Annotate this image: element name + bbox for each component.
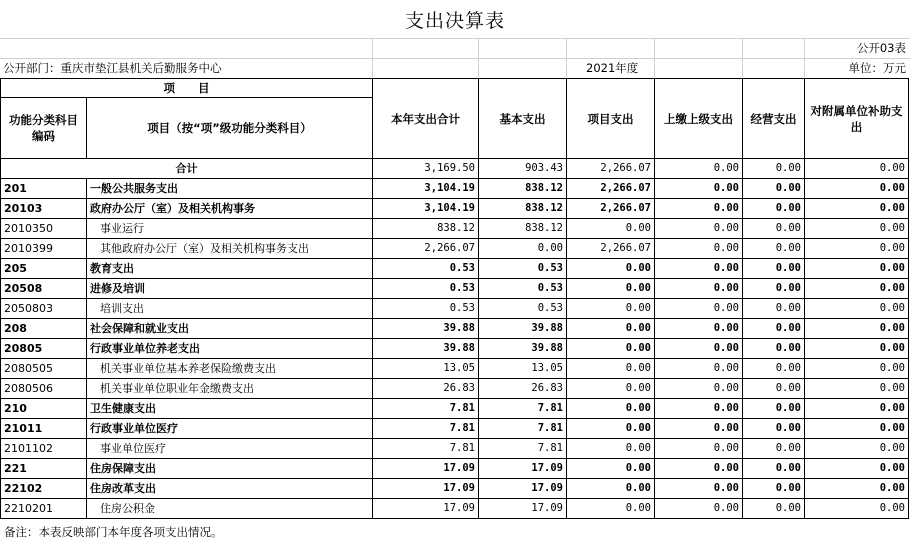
row-value: 0.00 <box>567 499 655 519</box>
row-value: 0.00 <box>655 219 743 239</box>
row-value: 7.81 <box>479 439 567 459</box>
row-value: 0.00 <box>567 279 655 299</box>
row-name: 机关事业单位基本养老保险缴费支出 <box>87 359 373 379</box>
total-value: 3,169.50 <box>373 159 479 179</box>
header-col-total: 本年支出合计 <box>373 79 479 159</box>
row-value: 39.88 <box>373 339 479 359</box>
row-name: 行政事业单位养老支出 <box>87 339 373 359</box>
row-name: 事业运行 <box>87 219 373 239</box>
row-name: 住房保障支出 <box>87 459 373 479</box>
row-value: 0.00 <box>743 319 805 339</box>
row-value: 0.00 <box>655 399 743 419</box>
total-label: 合计 <box>1 159 373 179</box>
row-value: 0.00 <box>805 319 909 339</box>
row-value: 0.53 <box>373 259 479 279</box>
row-value: 0.00 <box>805 299 909 319</box>
row-value: 3,104.19 <box>373 179 479 199</box>
table-row <box>1 279 909 299</box>
row-name: 住房改革支出 <box>87 479 373 499</box>
row-name: 培训支出 <box>87 299 373 319</box>
row-value: 0.00 <box>743 219 805 239</box>
row-value: 0.00 <box>567 219 655 239</box>
row-value: 0.00 <box>805 259 909 279</box>
row-value: 13.05 <box>479 359 567 379</box>
header-col-upper: 上缴上级支出 <box>655 79 743 159</box>
row-value: 26.83 <box>479 379 567 399</box>
row-value: 0.00 <box>655 379 743 399</box>
row-value: 0.53 <box>479 299 567 319</box>
row-value: 0.00 <box>743 359 805 379</box>
row-value: 838.12 <box>479 219 567 239</box>
row-value: 0.00 <box>567 339 655 359</box>
table-row <box>1 399 909 419</box>
report-title: 支出决算表 <box>404 10 505 32</box>
fiscal-year: 2021年度 <box>586 61 639 75</box>
table-row <box>1 419 909 439</box>
row-value: 0.00 <box>655 479 743 499</box>
row-value: 0.00 <box>805 199 909 219</box>
row-name: 住房公积金 <box>87 499 373 519</box>
table-row <box>1 179 909 199</box>
row-code: 20805 <box>1 339 87 359</box>
row-value: 0.00 <box>743 439 805 459</box>
header-col-subsidy: 对附属单位补助支出 <box>805 79 909 159</box>
row-value: 7.81 <box>373 439 479 459</box>
row-value: 0.00 <box>805 459 909 479</box>
row-value: 0.00 <box>743 199 805 219</box>
row-name: 事业单位医疗 <box>87 439 373 459</box>
row-value: 0.00 <box>655 199 743 219</box>
row-code: 2050803 <box>1 299 87 319</box>
table-row <box>1 359 909 379</box>
table-row <box>1 239 909 259</box>
row-value: 0.00 <box>567 439 655 459</box>
row-value: 0.00 <box>805 219 909 239</box>
row-value: 39.88 <box>479 339 567 359</box>
row-value: 0.00 <box>743 259 805 279</box>
table-row <box>1 379 909 399</box>
row-value: 0.00 <box>479 239 567 259</box>
row-value: 0.00 <box>743 239 805 259</box>
row-name: 进修及培训 <box>87 279 373 299</box>
row-name: 教育支出 <box>87 259 373 279</box>
row-value: 0.00 <box>655 279 743 299</box>
row-value: 7.81 <box>373 419 479 439</box>
row-value: 0.00 <box>805 439 909 459</box>
row-code: 205 <box>1 259 87 279</box>
row-value: 0.00 <box>805 359 909 379</box>
row-code: 22102 <box>1 479 87 499</box>
row-value: 0.00 <box>567 259 655 279</box>
row-code: 2010399 <box>1 239 87 259</box>
row-value: 0.00 <box>805 279 909 299</box>
row-value: 0.00 <box>655 339 743 359</box>
row-value: 17.09 <box>373 459 479 479</box>
table-row <box>1 299 909 319</box>
expenditure-table <box>0 78 909 519</box>
row-value: 838.12 <box>373 219 479 239</box>
row-code: 20508 <box>1 279 87 299</box>
row-value: 838.12 <box>479 199 567 219</box>
header-code: 功能分类科目编码 <box>1 98 87 159</box>
table-row <box>1 199 909 219</box>
row-value: 0.00 <box>805 399 909 419</box>
row-value: 17.09 <box>479 499 567 519</box>
row-value: 0.00 <box>567 399 655 419</box>
row-value: 0.53 <box>479 279 567 299</box>
row-code: 2080505 <box>1 359 87 379</box>
header-col-business: 经营支出 <box>743 79 805 159</box>
row-code: 2101102 <box>1 439 87 459</box>
table-row <box>1 339 909 359</box>
table-row <box>1 219 909 239</box>
table-row <box>1 319 909 339</box>
row-name: 其他政府办公厅（室）及相关机构事务支出 <box>87 239 373 259</box>
row-value: 2,266.07 <box>567 239 655 259</box>
row-name: 卫生健康支出 <box>87 399 373 419</box>
row-value: 0.00 <box>567 319 655 339</box>
row-value: 0.00 <box>655 239 743 259</box>
row-value: 3,104.19 <box>373 199 479 219</box>
row-code: 201 <box>1 179 87 199</box>
table-row <box>1 259 909 279</box>
row-value: 0.00 <box>655 259 743 279</box>
table-row <box>1 439 909 459</box>
row-value: 0.00 <box>743 459 805 479</box>
row-value: 0.00 <box>743 399 805 419</box>
row-value: 0.00 <box>743 419 805 439</box>
row-value: 0.00 <box>567 459 655 479</box>
row-value: 0.00 <box>655 359 743 379</box>
row-value: 2,266.07 <box>373 239 479 259</box>
footnote: 备注：本表反映部门本年度各项支出情况。 <box>4 525 223 539</box>
unit-label: 单位：万元 <box>848 61 906 75</box>
table-row <box>1 459 909 479</box>
row-value: 0.00 <box>743 479 805 499</box>
row-value: 838.12 <box>479 179 567 199</box>
row-name: 社会保障和就业支出 <box>87 319 373 339</box>
row-value: 0.00 <box>567 359 655 379</box>
row-value: 0.53 <box>479 259 567 279</box>
row-value: 7.81 <box>479 419 567 439</box>
total-row <box>1 159 909 179</box>
row-value: 0.00 <box>743 299 805 319</box>
department: 公开部门：重庆市垫江县机关后勤服务中心 <box>3 61 222 75</box>
total-value: 0.00 <box>655 159 743 179</box>
total-value: 2,266.07 <box>567 159 655 179</box>
row-name: 一般公共服务支出 <box>87 179 373 199</box>
row-code: 210 <box>1 399 87 419</box>
row-name: 政府办公厅（室）及相关机构事务 <box>87 199 373 219</box>
row-value: 0.00 <box>655 179 743 199</box>
header-col-project: 项目支出 <box>567 79 655 159</box>
total-value: 0.00 <box>805 159 909 179</box>
table-row <box>1 499 909 519</box>
row-value: 0.00 <box>743 339 805 359</box>
row-value: 39.88 <box>479 319 567 339</box>
table-row <box>1 479 909 499</box>
row-value: 0.00 <box>805 479 909 499</box>
row-code: 208 <box>1 319 87 339</box>
row-value: 26.83 <box>373 379 479 399</box>
total-value: 903.43 <box>479 159 567 179</box>
row-value: 0.00 <box>805 239 909 259</box>
row-code: 221 <box>1 459 87 479</box>
row-value: 17.09 <box>479 479 567 499</box>
row-value: 17.09 <box>479 459 567 479</box>
row-value: 0.00 <box>567 299 655 319</box>
row-value: 0.00 <box>805 379 909 399</box>
row-value: 0.00 <box>567 379 655 399</box>
row-code: 2010350 <box>1 219 87 239</box>
row-value: 0.00 <box>805 499 909 519</box>
header-col-basic: 基本支出 <box>479 79 567 159</box>
row-value: 0.53 <box>373 279 479 299</box>
row-value: 0.00 <box>567 479 655 499</box>
header-item: 项 目 <box>1 79 373 98</box>
total-value: 0.00 <box>743 159 805 179</box>
row-value: 0.00 <box>805 419 909 439</box>
row-code: 2080506 <box>1 379 87 399</box>
row-value: 17.09 <box>373 479 479 499</box>
row-value: 0.00 <box>743 279 805 299</box>
row-code: 2210201 <box>1 499 87 519</box>
row-value: 0.00 <box>567 419 655 439</box>
row-value: 0.00 <box>805 339 909 359</box>
row-value: 0.00 <box>743 499 805 519</box>
row-value: 2,266.07 <box>567 179 655 199</box>
row-name: 机关事业单位职业年金缴费支出 <box>87 379 373 399</box>
row-value: 7.81 <box>373 399 479 419</box>
row-value: 0.00 <box>655 459 743 479</box>
row-value: 0.00 <box>805 179 909 199</box>
row-value: 0.00 <box>655 299 743 319</box>
row-value: 0.00 <box>743 179 805 199</box>
row-value: 0.00 <box>655 499 743 519</box>
header-name: 项目（按“项”级功能分类科目） <box>87 98 373 159</box>
row-value: 17.09 <box>373 499 479 519</box>
table-number: 公开03表 <box>856 41 906 55</box>
row-name: 行政事业单位医疗 <box>87 419 373 439</box>
row-value: 13.05 <box>373 359 479 379</box>
row-value: 2,266.07 <box>567 199 655 219</box>
row-value: 39.88 <box>373 319 479 339</box>
row-value: 7.81 <box>479 399 567 419</box>
row-code: 21011 <box>1 419 87 439</box>
row-value: 0.00 <box>655 319 743 339</box>
row-code: 20103 <box>1 199 87 219</box>
row-value: 0.00 <box>743 379 805 399</box>
row-value: 0.00 <box>655 419 743 439</box>
row-value: 0.53 <box>373 299 479 319</box>
header-row <box>1 79 909 98</box>
row-value: 0.00 <box>655 439 743 459</box>
